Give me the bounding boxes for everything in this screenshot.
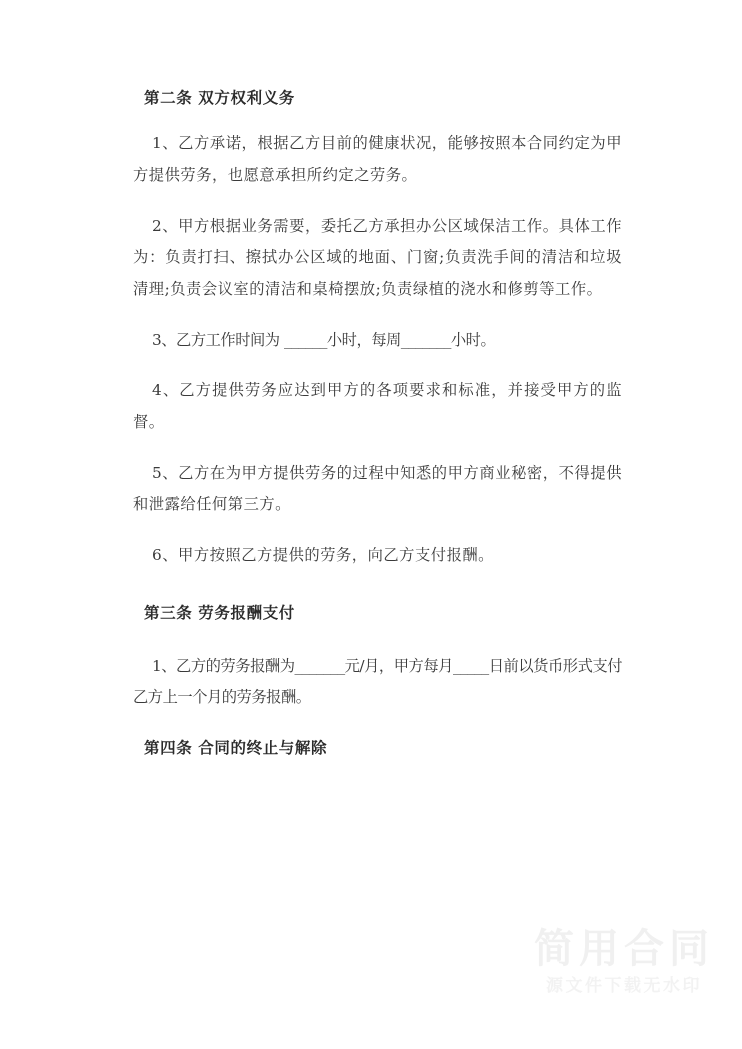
heading-article-4: 第四条 合同的终止与解除 <box>144 738 328 758</box>
article-2-item-2: 2、甲方根据业务需要，委托乙方承担办公区域保洁工作。具体工作为：负责打扫、擦拭办公区域的地面、门窗;负责洗手间的清洁和垃圾清理;负责会议室的清洁和桌椅摆放;负责绿植的浇水和修剪等工作。 <box>133 216 622 298</box>
heading-article-2: 第二条 双方权利义务 <box>144 88 295 107</box>
article-2-item-4: 4、乙方提供劳务应达到甲方的各项要求和标准，并接受甲方的监督。 <box>133 381 622 431</box>
watermark <box>534 926 714 997</box>
article-2-item-5: 5、乙方在为甲方提供劳务的过程中知悉的甲方商业秘密，不得提供和泄露给任何第三方。 <box>133 463 622 514</box>
document-text-body <box>133 86 622 759</box>
watermark-brand: 简用合同 <box>534 925 714 972</box>
article-2-item-3: 3、乙方工作时间为 ______小时，每周_______小时。 <box>152 330 496 349</box>
watermark-tagline: 源文件下载无水印 <box>546 975 702 996</box>
article-3-item-1: 1、乙方的劳务报酬为_______元/月，甲方每月_____日前以货币形式支付乙方上一个月的劳务报酬。 <box>133 656 622 707</box>
heading-article-3: 第三条 劳务报酬支付 <box>144 603 295 623</box>
article-2-item-1: 1、乙方承诺，根据乙方目前的健康状况，能够按照本合同约定为甲方提供劳务，也愿意承担所约定之劳务。 <box>133 134 622 184</box>
article-2-item-6: 6、甲方按照乙方提供的劳务，向乙方支付报酬。 <box>152 545 494 564</box>
